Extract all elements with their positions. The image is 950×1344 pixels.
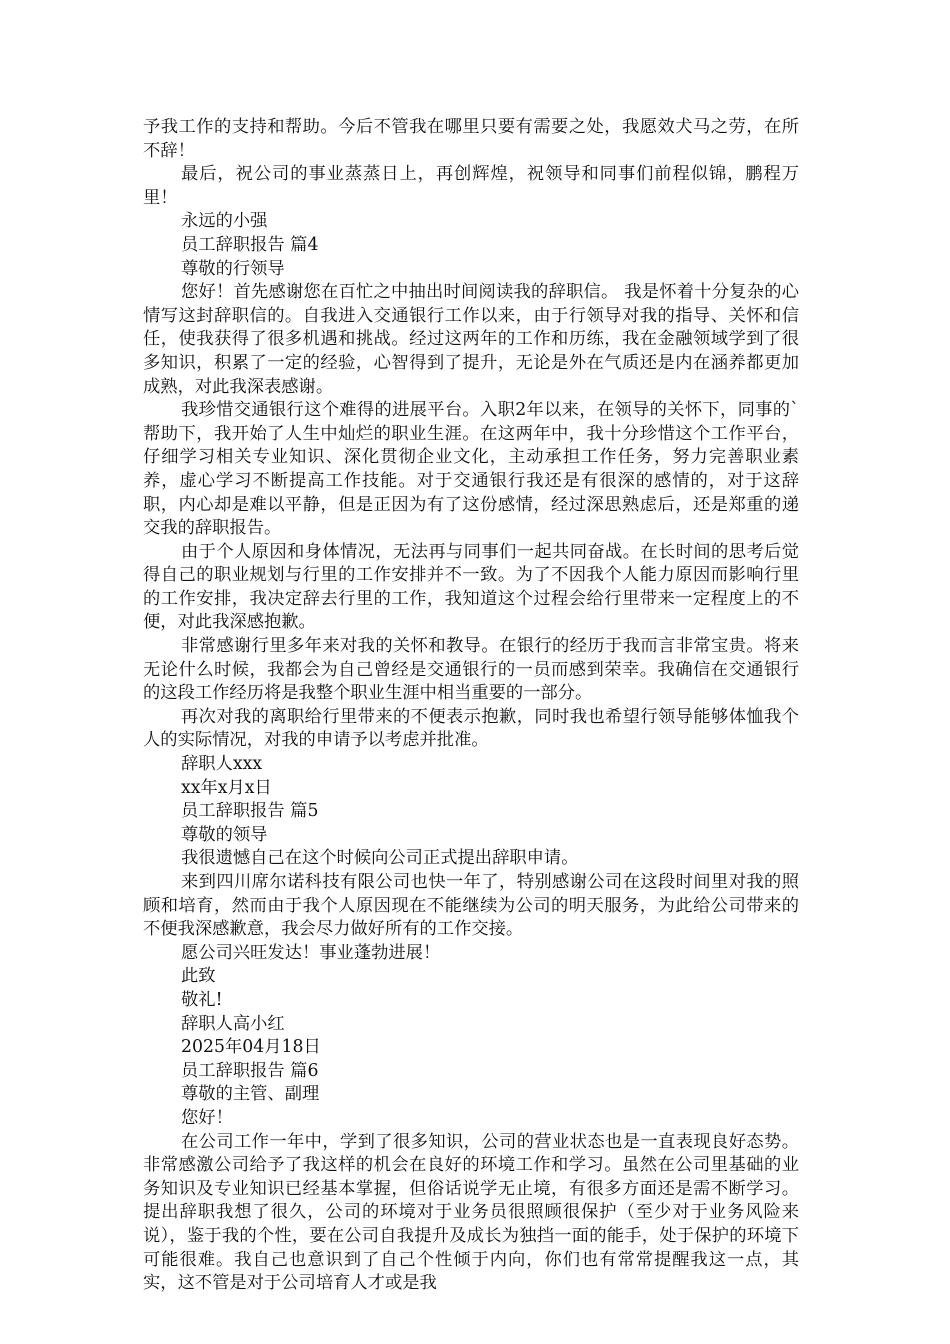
- closing-line: 此致: [181, 966, 216, 987]
- date-line: 2025年04月18日: [181, 1037, 321, 1058]
- closing-wishes-paragraph: 最后，祝公司的事业蒸蒸日上，再创辉煌，祝领导和同事们前程似锦，鹏程万里！: [143, 164, 799, 208]
- body-paragraph: 来到四川席尔诺科技有限公司也快一年了，特别感谢公司在这段时间里对我的照顾和培育，然而由于我个人原因现在不能继续为公司的明天服务，为此给公司带来的不便我深感歉意，我会尽力做好所有的工作交接。: [143, 872, 799, 940]
- date-line: xx年x月x日: [181, 777, 272, 798]
- salutation: 尊敬的主管、副理: [181, 1084, 320, 1105]
- greeting-line: 您好！: [181, 1107, 233, 1128]
- salutation: 尊敬的行领导: [181, 258, 285, 279]
- body-paragraph: 予我工作的支持和帮助。今后不管我在哪里只要有需要之处，我愿效犬马之劳，在所不辞！: [143, 117, 799, 161]
- section-heading: 员工辞职报告 篇5: [181, 801, 319, 822]
- body-paragraph: 我很遗憾自己在这个时候向公司正式提出辞职申请。: [181, 848, 579, 869]
- closing-line: 敬礼!: [181, 989, 223, 1010]
- document-page: [143, 116, 799, 1296]
- body-paragraph: 由于个人原因和身体情况，无法再与同事们一起共同奋战。在长时间的思考后觉得自己的职业规划与行里的工作安排并不一致。为了不因我个人能力原因而影响行里的工作安排，我决定辞去行里的工作，我知道这个过程会给行里带来一定程度上的不便，对此我深感抱歉。: [143, 541, 799, 633]
- signature-line: 辞职人高小红: [181, 1013, 285, 1034]
- signature-line: 辞职人xxx: [181, 754, 263, 775]
- body-paragraph: 我珍惜交通银行这个难得的进展平台。入职2年以来，在领导的关怀下，同事的`帮助下，我开始了人生中灿烂的职业生涯。在这两年中，我十分珍惜这个工作平台，仔细学习相关专业知识、深化贯彻企业文化，主动承担工作任务，努力完善职业素养，虚心学习不断提高工作技能。对于交通银行我还是有很深的感情的，对于这辞职，内心却是难以平静，但是正因为有了这份感情，经过深思熟虑后，还是郑重的递交我的辞职报告。: [143, 400, 799, 539]
- section-heading: 员工辞职报告 篇4: [181, 234, 319, 255]
- body-paragraph: 您好！首先感谢您在百忙之中抽出时间阅读我的辞职信。 我是怀着十分复杂的心情写这封辞职信的。自我进入交通银行工作以来，由于行领导对我的指导、关怀和信任，使我获得了很多机遇和挑战。经过这两年的工作和历练，我在金融领域学到了很多知识，积累了一定的经验，心智得到了提升，无论是外在气质还是内在涵养都更加成熟，对此我深表感谢。: [143, 282, 799, 397]
- signature-line: 永远的小强: [181, 211, 268, 232]
- body-paragraph: 非常感谢行里多年来对我的关怀和教导。在银行的经历于我而言非常宝贵。将来无论什么时候，我都会为自己曾经是交通银行的一员而感到荣幸。我确信在交通银行的这段工作经历将是我整个职业生涯中相当重要的一部分。: [143, 636, 799, 704]
- body-paragraph: 愿公司兴旺发达！事业蓬勃进展！: [181, 942, 441, 963]
- body-paragraph: 在公司工作一年中，学到了很多知识，公司的营业状态也是一直表现良好态势。非常感激公司给予了我这样的机会在良好的环境工作和学习。虽然在公司里基础的业务知识及专业知识已经基本掌握，但俗话说学无止境，有很多方面还是需不断学习。提出辞职我想了很久，公司的环境对于业务员很照顾很保护（至少对于业务风险来说），鉴于我的个性，要在公司自我提升及成长为独挡一面的能手，处于保护的环境下可能很难。我自己也意识到了自己个性倾于内向，你们也有常常提醒我这一点，其实，这不管是对于公司培育人才或是我: [143, 1131, 799, 1294]
- body-paragraph: 再次对我的离职给行里带来的不便表示抱歉，同时我也希望行领导能够体恤我个人的实际情况，对我的申请予以考虑并批准。: [143, 706, 799, 751]
- section-heading: 员工辞职报告 篇6: [181, 1060, 319, 1081]
- salutation: 尊敬的领导: [181, 824, 268, 845]
